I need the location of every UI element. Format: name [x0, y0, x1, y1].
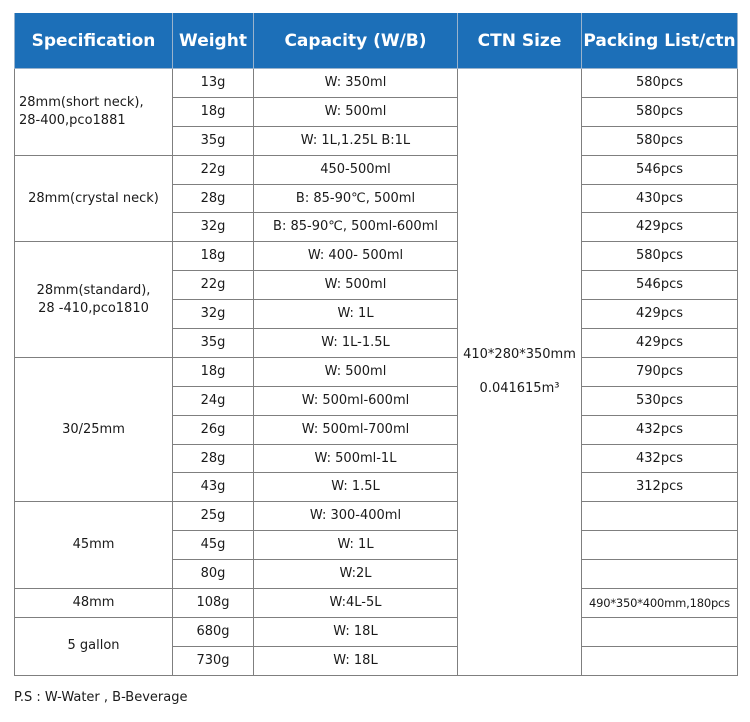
weight-cell: 35g: [173, 329, 254, 358]
capacity-cell: W: 1L-1.5L: [254, 329, 458, 358]
capacity-cell: W: 18L: [254, 646, 458, 675]
ctn-size-cell: [458, 69, 582, 676]
spec-line: 5 gallon: [67, 638, 120, 654]
footnote: P.S : W-Water , B-Beverage: [14, 690, 188, 705]
weight-cell: 680g: [173, 617, 254, 646]
packing-cell: 546pcs: [582, 155, 738, 184]
weight-cell: 43g: [173, 473, 254, 502]
packing-cell: [582, 646, 738, 675]
specification-table: [14, 13, 738, 676]
table-row: [15, 242, 738, 271]
capacity-cell: W: 300-400ml: [254, 502, 458, 531]
capacity-cell: W: 1L,1.25L B:1L: [254, 126, 458, 155]
packing-cell: 429pcs: [582, 300, 738, 329]
weight-cell: 13g: [173, 69, 254, 98]
packing-cell: [582, 531, 738, 560]
packing-cell: 546pcs: [582, 271, 738, 300]
packing-cell: 530pcs: [582, 386, 738, 415]
header-packing: Packing List/ctn: [582, 13, 738, 69]
capacity-cell: W:2L: [254, 560, 458, 589]
capacity-cell: W: 500ml-600ml: [254, 386, 458, 415]
capacity-cell: W: 400- 500ml: [254, 242, 458, 271]
capacity-cell: B: 85-90℃, 500ml-600ml: [254, 213, 458, 242]
weight-cell: 25g: [173, 502, 254, 531]
capacity-cell: W: 500ml: [254, 271, 458, 300]
weight-cell: 45g: [173, 531, 254, 560]
weight-cell: 32g: [173, 300, 254, 329]
packing-cell: 580pcs: [582, 242, 738, 271]
weight-cell: 28g: [173, 184, 254, 213]
packing-cell: 312pcs: [582, 473, 738, 502]
spec-cell: [15, 242, 173, 358]
table-row: [15, 69, 738, 98]
spec-line: 45mm: [72, 537, 115, 553]
spec-cell: [15, 357, 173, 501]
spec-cell: [15, 69, 173, 156]
table-row: [15, 155, 738, 184]
spec-line: 28mm(crystal neck): [28, 190, 159, 206]
packing-cell: 432pcs: [582, 415, 738, 444]
weight-cell: 18g: [173, 97, 254, 126]
weight-cell: 80g: [173, 560, 254, 589]
table-row: [15, 617, 738, 646]
ctn-dimensions: 410*280*350mm: [463, 346, 576, 362]
header-row: [15, 13, 738, 69]
spec-line: 48mm: [72, 594, 115, 610]
capacity-cell: W: 350ml: [254, 69, 458, 98]
spec-line: 28 -410,pco1810: [38, 300, 149, 316]
capacity-cell: W: 1L: [254, 300, 458, 329]
packing-cell: 790pcs: [582, 357, 738, 386]
packing-cell: 432pcs: [582, 444, 738, 473]
packing-cell: [582, 502, 738, 531]
weight-cell: 22g: [173, 155, 254, 184]
spec-line: 28mm(short neck),: [19, 94, 144, 110]
packing-cell: 430pcs: [582, 184, 738, 213]
packing-cell: [582, 617, 738, 646]
weight-cell: 32g: [173, 213, 254, 242]
weight-cell: 18g: [173, 357, 254, 386]
capacity-cell: W: 500ml-1L: [254, 444, 458, 473]
weight-cell: 26g: [173, 415, 254, 444]
capacity-cell: W: 1.5L: [254, 473, 458, 502]
weight-cell: 28g: [173, 444, 254, 473]
capacity-cell: W: 500ml-700ml: [254, 415, 458, 444]
packing-cell: 429pcs: [582, 213, 738, 242]
spec-line: 28mm(standard),: [36, 282, 151, 298]
header-capacity: Capacity (W/B): [254, 13, 458, 69]
packing-cell: 429pcs: [582, 329, 738, 358]
capacity-cell: W:4L-5L: [254, 589, 458, 618]
weight-cell: 18g: [173, 242, 254, 271]
spec-line: 30/25mm: [62, 421, 125, 437]
header-weight: Weight: [173, 13, 254, 69]
spec-line: 28-400,pco1881: [19, 112, 126, 128]
capacity-cell: W: 500ml: [254, 357, 458, 386]
capacity-cell: W: 500ml: [254, 97, 458, 126]
capacity-cell: W: 1L: [254, 531, 458, 560]
weight-cell: 35g: [173, 126, 254, 155]
header-ctn-size: CTN Size: [458, 13, 582, 69]
packing-cell: 490*350*400mm,180pcs: [582, 589, 738, 618]
spec-cell: [15, 617, 173, 675]
capacity-cell: B: 85-90℃, 500ml: [254, 184, 458, 213]
weight-cell: 24g: [173, 386, 254, 415]
packing-cell: 580pcs: [582, 97, 738, 126]
table-row: [15, 589, 738, 618]
packing-cell: 580pcs: [582, 69, 738, 98]
table-row: [15, 357, 738, 386]
weight-cell: 730g: [173, 646, 254, 675]
packing-cell: [582, 560, 738, 589]
ctn-volume: 0.041615m³: [479, 380, 560, 396]
capacity-cell: 450-500ml: [254, 155, 458, 184]
packing-cell: 580pcs: [582, 126, 738, 155]
spec-cell: [15, 589, 173, 618]
weight-cell: 22g: [173, 271, 254, 300]
table-row: [15, 502, 738, 531]
spec-cell: [15, 155, 173, 242]
table-body: [15, 69, 738, 676]
capacity-cell: W: 18L: [254, 617, 458, 646]
weight-cell: 108g: [173, 589, 254, 618]
spec-cell: [15, 502, 173, 589]
header-specification: Specification: [15, 13, 173, 69]
